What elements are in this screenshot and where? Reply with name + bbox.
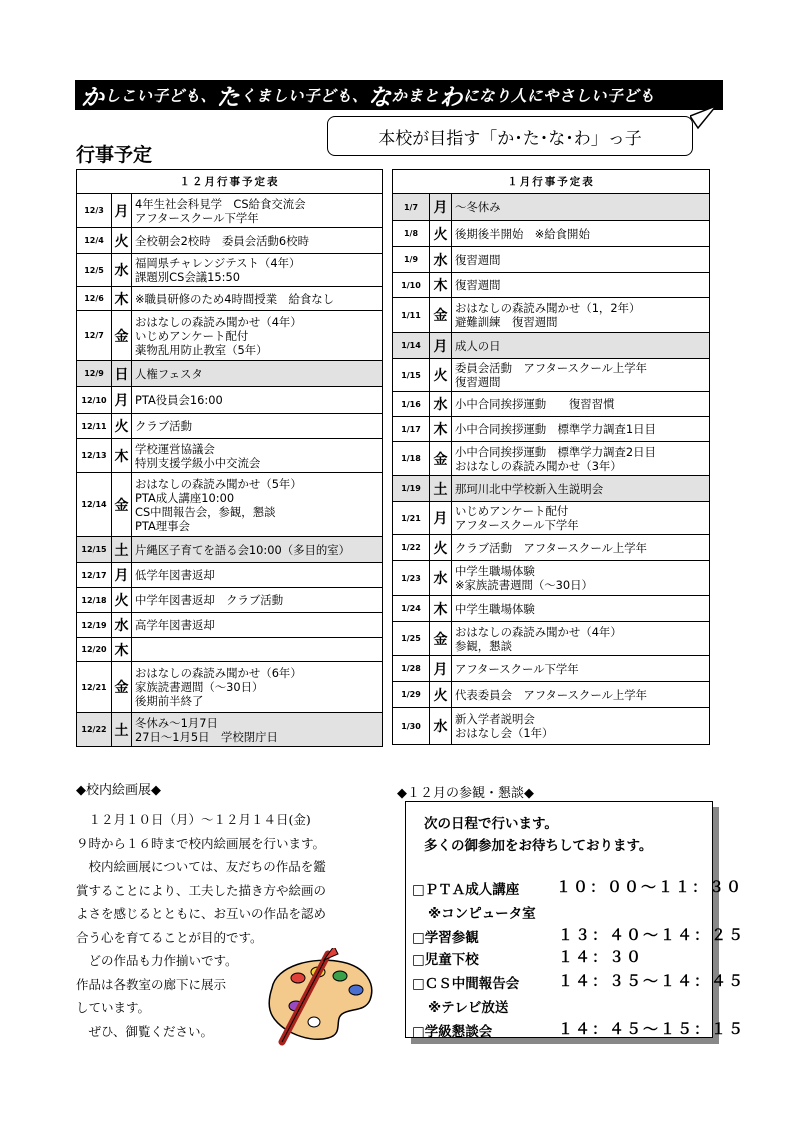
january-row-weekday: 水 bbox=[430, 247, 452, 273]
december-row-weekday: 月 bbox=[112, 563, 132, 588]
december-schedule-row bbox=[77, 228, 383, 254]
december-row-date: 12/7 bbox=[77, 311, 112, 361]
january-schedule-row bbox=[393, 221, 710, 247]
january-schedule-row bbox=[393, 359, 710, 392]
december-schedule-row bbox=[77, 387, 383, 414]
december-row-event: ※職員研修のため4時間授業 給食なし bbox=[132, 287, 383, 311]
december-row-event: 冬休み～1月7日 27日～1月5日 学校閉庁日 bbox=[132, 713, 383, 747]
january-row-event: 小中合同挨拶運動 標準学力調査2日目 おはなしの森読み聞かせ（3年） bbox=[452, 442, 710, 476]
december-row-weekday: 土 bbox=[112, 713, 132, 747]
art-text-line: どの作品も力作揃いです。 bbox=[76, 953, 238, 968]
december-row-date: 12/19 bbox=[77, 613, 112, 638]
art-text-line: よさを感じるとともに、お互いの作品を認め bbox=[76, 906, 327, 921]
visit-item-time: １０：００～１１：３０ bbox=[556, 878, 744, 896]
january-row-event: 新入学者説明会 おはなし会（1年） bbox=[452, 708, 710, 745]
december-row-date: 12/10 bbox=[77, 387, 112, 414]
art-text-line: 賞することにより、工夫した描き方や絵画の bbox=[76, 882, 327, 898]
visit-item-label: ※テレビ放送 bbox=[428, 1000, 509, 1016]
december-schedule-row bbox=[77, 662, 383, 713]
january-row-event: ～冬休み bbox=[452, 194, 710, 221]
january-row-date: 1/14 bbox=[393, 333, 430, 359]
december-row-weekday: 月 bbox=[112, 194, 132, 228]
art-text-line: 校内絵画展については、友だちの作品を鑑 bbox=[76, 859, 326, 874]
january-schedule-row bbox=[393, 333, 710, 359]
slogan-part: しこい子ども、 bbox=[104, 87, 217, 105]
art-text-line: １２月１０日（月）～１２月１４日(金) bbox=[76, 812, 311, 827]
december-row-weekday: 月 bbox=[112, 387, 132, 414]
january-row-event: 後期後半開始 ※給食開始 bbox=[452, 221, 710, 247]
january-row-weekday: 月 bbox=[430, 656, 452, 682]
december-row-weekday: 木 bbox=[112, 638, 132, 662]
slogan-part: かまと bbox=[391, 87, 440, 105]
december-row-weekday: 金 bbox=[112, 662, 132, 713]
january-schedule-row bbox=[393, 298, 710, 333]
january-row-weekday: 水 bbox=[430, 708, 452, 745]
visit-item-label: □学級懇談会 bbox=[412, 1024, 493, 1040]
december-row-event: 学校運営協議会 特別支援学級小中交流会 bbox=[132, 439, 383, 473]
december-row-event: おはなしの森読み聞かせ（4年） いじめアンケート配付 薬物乱用防止教室（5年） bbox=[132, 311, 383, 361]
january-row-date: 1/30 bbox=[393, 708, 430, 745]
january-row-event: 中学生職場体験 ※家族読書週間（～30日） bbox=[452, 561, 710, 596]
december-schedule-row bbox=[77, 287, 383, 311]
december-row-date: 12/6 bbox=[77, 287, 112, 311]
january-row-event: 小中合同挨拶運動 標準学力調査1日目 bbox=[452, 417, 710, 442]
january-row-weekday: 金 bbox=[430, 298, 452, 333]
january-schedule-row bbox=[393, 502, 710, 535]
january-row-weekday: 水 bbox=[430, 561, 452, 596]
december-schedule-row bbox=[77, 194, 383, 228]
december-schedule-row bbox=[77, 638, 383, 662]
january-row-date: 1/22 bbox=[393, 535, 430, 561]
december-row-date: 12/17 bbox=[77, 563, 112, 588]
visit-intro-2: 多くの御参加をお待ちしております。 bbox=[424, 838, 653, 854]
january-row-event: おはなしの森読み聞かせ（4年） 参観，懇談 bbox=[452, 622, 710, 656]
january-row-weekday: 水 bbox=[430, 392, 452, 417]
january-schedule-row bbox=[393, 417, 710, 442]
art-text-line: 作品は各教室の廊下に展示 bbox=[76, 976, 227, 992]
january-schedule-row bbox=[393, 392, 710, 417]
january-row-weekday: 月 bbox=[430, 333, 452, 359]
january-row-date: 1/7 bbox=[393, 194, 430, 221]
slogan-part: になり人にやさしい子ども bbox=[463, 87, 656, 105]
page-title: 行事予定 bbox=[76, 144, 153, 166]
december-row-date: 12/18 bbox=[77, 588, 112, 613]
slogan-part: な bbox=[368, 84, 392, 110]
art-exhibition-title: ◆校内絵画展◆ bbox=[76, 783, 161, 798]
december-row-date: 12/21 bbox=[77, 662, 112, 713]
january-row-event: 代表委員会 アフタースクール上学年 bbox=[452, 682, 710, 708]
visit-schedule-box bbox=[405, 801, 746, 1040]
december-row-weekday: 土 bbox=[112, 537, 132, 563]
palette-brush-icon bbox=[262, 948, 380, 1046]
visit-item-time: １３：４０～１４：２５ bbox=[558, 926, 746, 944]
december-row-event: 全校朝会2校時 委員会活動6校時 bbox=[132, 228, 383, 254]
december-row-date: 12/22 bbox=[77, 713, 112, 747]
january-schedule-row bbox=[393, 273, 710, 298]
january-row-weekday: 火 bbox=[430, 682, 452, 708]
visit-item-time: １４：４５～１５：１５ bbox=[558, 1020, 746, 1038]
january-row-date: 1/16 bbox=[393, 392, 430, 417]
december-schedule-row bbox=[77, 563, 383, 588]
january-row-weekday: 火 bbox=[430, 221, 452, 247]
december-row-event: おはなしの森読み聞かせ（6年） 家族読書週間（～30日） 後期前半終了 bbox=[132, 662, 383, 713]
december-row-event: 片縄区子育てを語る会10:00（多目的室） bbox=[132, 537, 383, 563]
december-row-event: 中学年図書返却 クラブ活動 bbox=[132, 588, 383, 613]
december-schedule-row bbox=[77, 537, 383, 563]
art-text-line: ぜひ、御覧ください。 bbox=[76, 1023, 214, 1039]
december-row-event: 人権フェスタ bbox=[132, 361, 383, 387]
january-schedule-row bbox=[393, 247, 710, 273]
visit-item-label: □児童下校 bbox=[412, 952, 479, 968]
january-schedule-row bbox=[393, 622, 710, 656]
january-row-date: 1/28 bbox=[393, 656, 430, 682]
slogan-part: か bbox=[81, 84, 105, 110]
january-row-weekday: 木 bbox=[430, 596, 452, 622]
january-row-weekday: 金 bbox=[430, 442, 452, 476]
slogan-banner bbox=[75, 80, 723, 110]
december-row-weekday: 火 bbox=[112, 588, 132, 613]
january-row-weekday: 月 bbox=[430, 194, 452, 221]
slogan-part: くましい子ども、 bbox=[240, 87, 369, 105]
january-schedule-row bbox=[393, 194, 710, 221]
january-row-weekday: 金 bbox=[430, 622, 452, 656]
january-row-date: 1/21 bbox=[393, 502, 430, 535]
december-table-header: １２月行事予定表 bbox=[77, 170, 383, 194]
december-row-event bbox=[132, 638, 383, 662]
january-schedule-row bbox=[393, 442, 710, 476]
january-row-weekday: 木 bbox=[430, 417, 452, 442]
january-row-event: 中学生職場体験 bbox=[452, 596, 710, 622]
visit-item-time: １４：３０ bbox=[558, 948, 644, 966]
january-schedule-row bbox=[393, 476, 710, 502]
january-row-date: 1/29 bbox=[393, 682, 430, 708]
january-row-event: 成人の日 bbox=[452, 333, 710, 359]
january-schedule-row bbox=[393, 535, 710, 561]
december-row-event: おはなしの森読み聞かせ（5年） PTA成人講座10:00 CS中間報告会，参観，懇談 PTA理事会 bbox=[132, 473, 383, 537]
december-schedule-row bbox=[77, 613, 383, 638]
january-row-event: 委員会活動 アフタースクール上学年 復習週間 bbox=[452, 359, 710, 392]
january-row-event: 小中合同挨拶運動 復習習慣 bbox=[452, 392, 710, 417]
december-row-weekday: 金 bbox=[112, 311, 132, 361]
december-row-date: 12/5 bbox=[77, 254, 112, 287]
january-row-event: おはなしの森読み聞かせ（1，2年） 避難訓練 復習週間 bbox=[452, 298, 710, 333]
january-row-date: 1/9 bbox=[393, 247, 430, 273]
january-row-date: 1/25 bbox=[393, 622, 430, 656]
december-row-date: 12/14 bbox=[77, 473, 112, 537]
december-row-date: 12/9 bbox=[77, 361, 112, 387]
art-text-line: 合う心を育てることが目的です。 bbox=[76, 929, 263, 945]
january-schedule-row bbox=[393, 656, 710, 682]
december-row-event: 高学年図書返却 bbox=[132, 613, 383, 638]
december-row-weekday: 金 bbox=[112, 473, 132, 537]
january-row-event: アフタースクール下学年 bbox=[452, 656, 710, 682]
january-row-date: 1/8 bbox=[393, 221, 430, 247]
december-row-event: 4年生社会科見学 CS給食交流会 アフタースクール下学年 bbox=[132, 194, 383, 228]
december-row-date: 12/13 bbox=[77, 439, 112, 473]
january-table-header: １月行事予定表 bbox=[393, 170, 710, 194]
december-row-event: 低学年図書返却 bbox=[132, 563, 383, 588]
callout-tail bbox=[690, 106, 716, 132]
january-row-weekday: 木 bbox=[430, 273, 452, 298]
december-row-weekday: 木 bbox=[112, 439, 132, 473]
january-row-weekday: 火 bbox=[430, 359, 452, 392]
december-row-event: クラブ活動 bbox=[132, 414, 383, 439]
december-row-event: 福岡県チャレンジテスト（4年） 課題別CS会議15:50 bbox=[132, 254, 383, 287]
january-row-date: 1/11 bbox=[393, 298, 430, 333]
january-row-date: 1/17 bbox=[393, 417, 430, 442]
december-schedule-table bbox=[76, 169, 383, 747]
slogan-part: た bbox=[216, 84, 241, 110]
december-row-date: 12/20 bbox=[77, 638, 112, 662]
art-text-line: しています。 bbox=[76, 1000, 151, 1015]
december-schedule-row bbox=[77, 311, 383, 361]
january-row-date: 1/18 bbox=[393, 442, 430, 476]
visit-item-time: １４：３５～１４：４５ bbox=[558, 972, 746, 990]
january-row-date: 1/19 bbox=[393, 476, 430, 502]
december-row-weekday: 日 bbox=[112, 361, 132, 387]
december-row-weekday: 木 bbox=[112, 287, 132, 311]
december-row-event: PTA役員会16:00 bbox=[132, 387, 383, 414]
january-row-weekday: 月 bbox=[430, 502, 452, 535]
january-row-date: 1/15 bbox=[393, 359, 430, 392]
visit-section-title: ◆１２月の参観・懇談◆ bbox=[397, 786, 534, 801]
december-row-date: 12/3 bbox=[77, 194, 112, 228]
january-schedule-table bbox=[392, 169, 710, 745]
visit-item-label: □ＰＴＡ成人講座 bbox=[412, 882, 520, 898]
school-goal-callout: 本校が目指す「か･た･な･わ」っ子 bbox=[327, 116, 693, 156]
january-schedule-row bbox=[393, 708, 710, 745]
december-schedule-row bbox=[77, 713, 383, 747]
december-row-weekday: 火 bbox=[112, 414, 132, 439]
january-row-weekday: 土 bbox=[430, 476, 452, 502]
visit-intro-1: 次の日程で行います。 bbox=[424, 816, 558, 832]
december-row-date: 12/4 bbox=[77, 228, 112, 254]
january-row-date: 1/23 bbox=[393, 561, 430, 596]
january-schedule-row bbox=[393, 596, 710, 622]
december-schedule-row bbox=[77, 473, 383, 537]
january-row-date: 1/24 bbox=[393, 596, 430, 622]
december-row-date: 12/15 bbox=[77, 537, 112, 563]
december-row-weekday: 火 bbox=[112, 228, 132, 254]
december-schedule-row bbox=[77, 254, 383, 287]
january-row-event: 復習週間 bbox=[452, 247, 710, 273]
january-schedule-row bbox=[393, 561, 710, 596]
december-row-weekday: 水 bbox=[112, 254, 132, 287]
december-schedule-row bbox=[77, 361, 383, 387]
december-row-weekday: 水 bbox=[112, 613, 132, 638]
art-text-line: ９時から１６時まで校内絵画展を行います。 bbox=[76, 835, 326, 851]
january-schedule-row bbox=[393, 682, 710, 708]
december-schedule-row bbox=[77, 588, 383, 613]
visit-item-label: □学習参観 bbox=[412, 930, 479, 946]
december-schedule-row bbox=[77, 414, 383, 439]
january-row-event: 那珂川北中学校新入生説明会 bbox=[452, 476, 710, 502]
december-schedule-row bbox=[77, 439, 383, 473]
january-row-event: 復習週間 bbox=[452, 273, 710, 298]
january-row-event: クラブ活動 アフタースクール上学年 bbox=[452, 535, 710, 561]
january-row-date: 1/10 bbox=[393, 273, 430, 298]
visit-item-label: ※コンピュータ室 bbox=[428, 906, 536, 922]
december-row-date: 12/11 bbox=[77, 414, 112, 439]
slogan-part: わ bbox=[439, 84, 464, 110]
visit-item-label: □ＣＳ中間報告会 bbox=[412, 976, 520, 992]
january-row-weekday: 火 bbox=[430, 535, 452, 561]
january-row-event: いじめアンケート配付 アフタースクール下学年 bbox=[452, 502, 710, 535]
